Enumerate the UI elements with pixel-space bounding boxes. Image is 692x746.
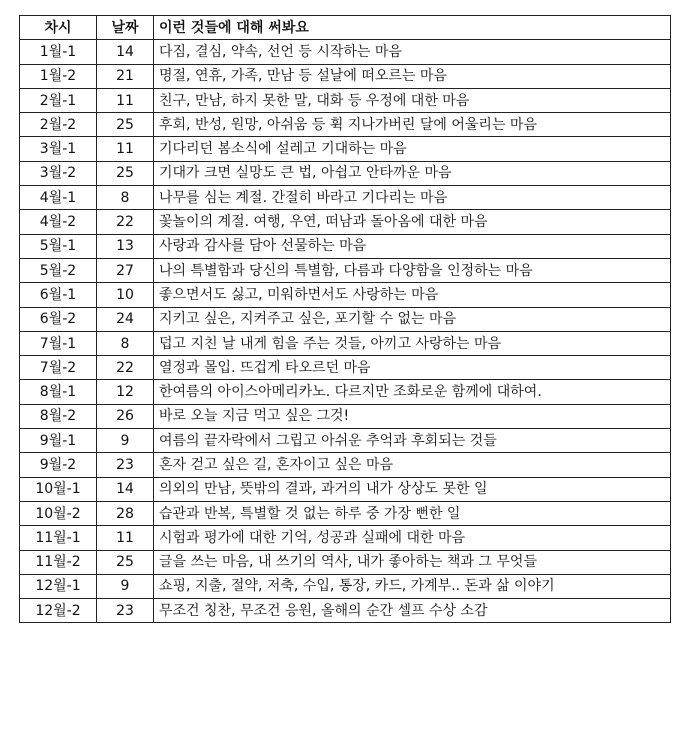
date-cell: 11 (97, 88, 154, 112)
topic-cell: 다짐, 결심, 약속, 선언 등 시작하는 마음 (154, 40, 671, 64)
header-topic: 이런 것들에 대해 써봐요 (154, 16, 671, 40)
table-row (20, 137, 671, 161)
writing-schedule-table (19, 15, 671, 623)
date-cell: 23 (97, 453, 154, 477)
date-cell: 22 (97, 356, 154, 380)
round-cell: 1월-2 (20, 64, 97, 88)
date-cell: 9 (97, 574, 154, 598)
date-cell: 23 (97, 599, 154, 623)
date-cell: 28 (97, 501, 154, 525)
date-cell: 21 (97, 64, 154, 88)
round-cell: 7월-1 (20, 331, 97, 355)
round-cell: 4월-2 (20, 210, 97, 234)
topic-cell: 꽃놀이의 계절. 여행, 우연, 떠남과 돌아옴에 대한 마음 (154, 210, 671, 234)
topic-cell: 나무를 심는 계절. 간절히 바라고 기다리는 마음 (154, 186, 671, 210)
round-cell: 2월-2 (20, 113, 97, 137)
round-cell: 12월-1 (20, 574, 97, 598)
topic-cell: 무조건 칭찬, 무조건 응원, 올해의 순간 셀프 수상 소감 (154, 599, 671, 623)
table-row (20, 599, 671, 623)
round-cell: 10월-2 (20, 501, 97, 525)
round-cell: 6월-1 (20, 283, 97, 307)
topic-cell: 기다리던 봄소식에 설레고 기대하는 마음 (154, 137, 671, 161)
table-row (20, 234, 671, 258)
date-cell: 24 (97, 307, 154, 331)
round-cell: 5월-2 (20, 258, 97, 282)
topic-cell: 나의 특별함과 당신의 특별함, 다름과 다양함을 인정하는 마음 (154, 258, 671, 282)
topic-cell: 후회, 반성, 원망, 아쉬움 등 휙 지나가버린 달에 어울리는 마음 (154, 113, 671, 137)
topic-cell: 글을 쓰는 마음, 내 쓰기의 역사, 내가 좋아하는 책과 그 무엇들 (154, 550, 671, 574)
table-row (20, 88, 671, 112)
topic-cell: 좋으면서도 싫고, 미워하면서도 사랑하는 마음 (154, 283, 671, 307)
round-cell: 2월-1 (20, 88, 97, 112)
round-cell: 5월-1 (20, 234, 97, 258)
table-row (20, 331, 671, 355)
table-row (20, 356, 671, 380)
topic-cell: 사랑과 감사를 담아 선물하는 마음 (154, 234, 671, 258)
topic-cell: 쇼핑, 지출, 절약, 저축, 수입, 통장, 카드, 가계부.. 돈과 삶 이야기 (154, 574, 671, 598)
round-cell: 9월-1 (20, 429, 97, 453)
table-row (20, 186, 671, 210)
round-cell: 4월-1 (20, 186, 97, 210)
round-cell: 10월-1 (20, 477, 97, 501)
date-cell: 14 (97, 477, 154, 501)
round-cell: 11월-2 (20, 550, 97, 574)
header-row (20, 16, 671, 40)
date-cell: 11 (97, 526, 154, 550)
date-cell: 9 (97, 429, 154, 453)
table-body (20, 40, 671, 623)
date-cell: 13 (97, 234, 154, 258)
date-cell: 25 (97, 161, 154, 185)
topic-cell: 혼자 걷고 싶은 길, 혼자이고 싶은 마음 (154, 453, 671, 477)
table-row (20, 380, 671, 404)
round-cell: 8월-2 (20, 404, 97, 428)
table-row (20, 40, 671, 64)
round-cell: 1월-1 (20, 40, 97, 64)
table-row (20, 501, 671, 525)
date-cell: 8 (97, 186, 154, 210)
topic-cell: 한여름의 아이스아메리카노. 다르지만 조화로운 함께에 대하여. (154, 380, 671, 404)
round-cell: 3월-2 (20, 161, 97, 185)
table-row (20, 283, 671, 307)
date-cell: 25 (97, 113, 154, 137)
round-cell: 8월-1 (20, 380, 97, 404)
round-cell: 6월-2 (20, 307, 97, 331)
table-row (20, 210, 671, 234)
date-cell: 14 (97, 40, 154, 64)
date-cell: 11 (97, 137, 154, 161)
header-round: 차시 (20, 16, 97, 40)
round-cell: 12월-2 (20, 599, 97, 623)
table-row (20, 550, 671, 574)
table-row (20, 307, 671, 331)
round-cell: 11월-1 (20, 526, 97, 550)
table-row (20, 453, 671, 477)
header-date: 날짜 (97, 16, 154, 40)
date-cell: 27 (97, 258, 154, 282)
date-cell: 26 (97, 404, 154, 428)
topic-cell: 바로 오늘 지금 먹고 싶은 그것! (154, 404, 671, 428)
table-row (20, 477, 671, 501)
table-row (20, 64, 671, 88)
table-row (20, 258, 671, 282)
topic-cell: 지키고 싶은, 지켜주고 싶은, 포기할 수 없는 마음 (154, 307, 671, 331)
schedule-sheet (19, 15, 671, 623)
topic-cell: 명절, 연휴, 가족, 만남 등 설날에 떠오르는 마음 (154, 64, 671, 88)
topic-cell: 친구, 만남, 하지 못한 말, 대화 등 우정에 대한 마음 (154, 88, 671, 112)
topic-cell: 기대가 크면 실망도 큰 법, 아쉽고 안타까운 마음 (154, 161, 671, 185)
date-cell: 25 (97, 550, 154, 574)
table-header (20, 16, 671, 40)
topic-cell: 시험과 평가에 대한 기억, 성공과 실패에 대한 마음 (154, 526, 671, 550)
round-cell: 3월-1 (20, 137, 97, 161)
table-row (20, 161, 671, 185)
date-cell: 8 (97, 331, 154, 355)
table-row (20, 526, 671, 550)
table-row (20, 404, 671, 428)
table-row (20, 574, 671, 598)
topic-cell: 습관과 반복, 특별할 것 없는 하루 중 가장 뻔한 일 (154, 501, 671, 525)
table-row (20, 113, 671, 137)
round-cell: 7월-2 (20, 356, 97, 380)
topic-cell: 여름의 끝자락에서 그립고 아쉬운 추억과 후회되는 것들 (154, 429, 671, 453)
topic-cell: 의외의 만남, 뜻밖의 결과, 과거의 내가 상상도 못한 일 (154, 477, 671, 501)
round-cell: 9월-2 (20, 453, 97, 477)
topic-cell: 열정과 몰입. 뜨겁게 타오르던 마음 (154, 356, 671, 380)
date-cell: 12 (97, 380, 154, 404)
table-row (20, 429, 671, 453)
date-cell: 22 (97, 210, 154, 234)
date-cell: 10 (97, 283, 154, 307)
topic-cell: 덥고 지친 날 내게 힘을 주는 것들, 아끼고 사랑하는 마음 (154, 331, 671, 355)
